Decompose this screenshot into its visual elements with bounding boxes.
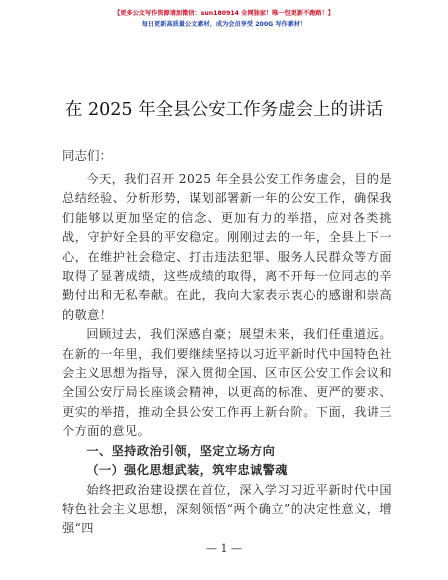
subsection-heading: （一）强化思想武装，筑牢忠诚警魂 [86, 463, 288, 478]
salutation: 同志们： [62, 148, 113, 163]
body-paragraph: 今天，我们召开 2025 年全县公安工作务虚会，目的是总结经验、分析形势，谋划部署新一年的公安工作，确保我们能够以更加坚定的信念、更加有力的举措，应对各类挑战，守护好全县的平安稳定。刚刚过去的一年，全县上下一心，在维护社会稳定、打击违法犯罪、服务人民群众等方面取得了显著成绩，这些成绩的取得，离不开每一位同志的辛勤付出和无私奉献。在此，我向大家表示衷心的感谢和崇高的敬意！ [62, 172, 392, 322]
body-paragraph: 始终把政治建设摆在首位，深入学习习近平新时代中国特色社会主义思想，深刻领悟“两个确立”的决定性意义，增强“四 [62, 482, 392, 536]
document-body [62, 170, 392, 539]
page-number: — 1 — [206, 542, 242, 555]
section-heading: 一、坚持政治引领，坚定立场方向 [86, 443, 276, 458]
promo-banner [0, 8, 448, 30]
promo-banner-line1[interactable]: 【更多公文写作资源请加微信：sun180914 全网独家！唯一包更新不跑路！】 [114, 10, 334, 17]
promo-banner-line2: 每日更新高质量公文素材，成为会员享受 200G 写作素材！ [141, 21, 307, 28]
body-paragraph: 回顾过去，我们深感自豪；展望未来，我们任重道远。在新的一年里，我们要继续坚持以习近平新时代中国特色社会主义思想为指导，深入贯彻全国、区市区公安工作会议和全国公安厅局长座谈会精神，以更高的标准、更严的要求、更实的举措，推动全县公安工作再上新台阶。下面，我讲三个方面的意见。 [62, 327, 392, 439]
document-title: 在 2025 年全县公安工作务虚会上的讲话 [64, 100, 384, 120]
